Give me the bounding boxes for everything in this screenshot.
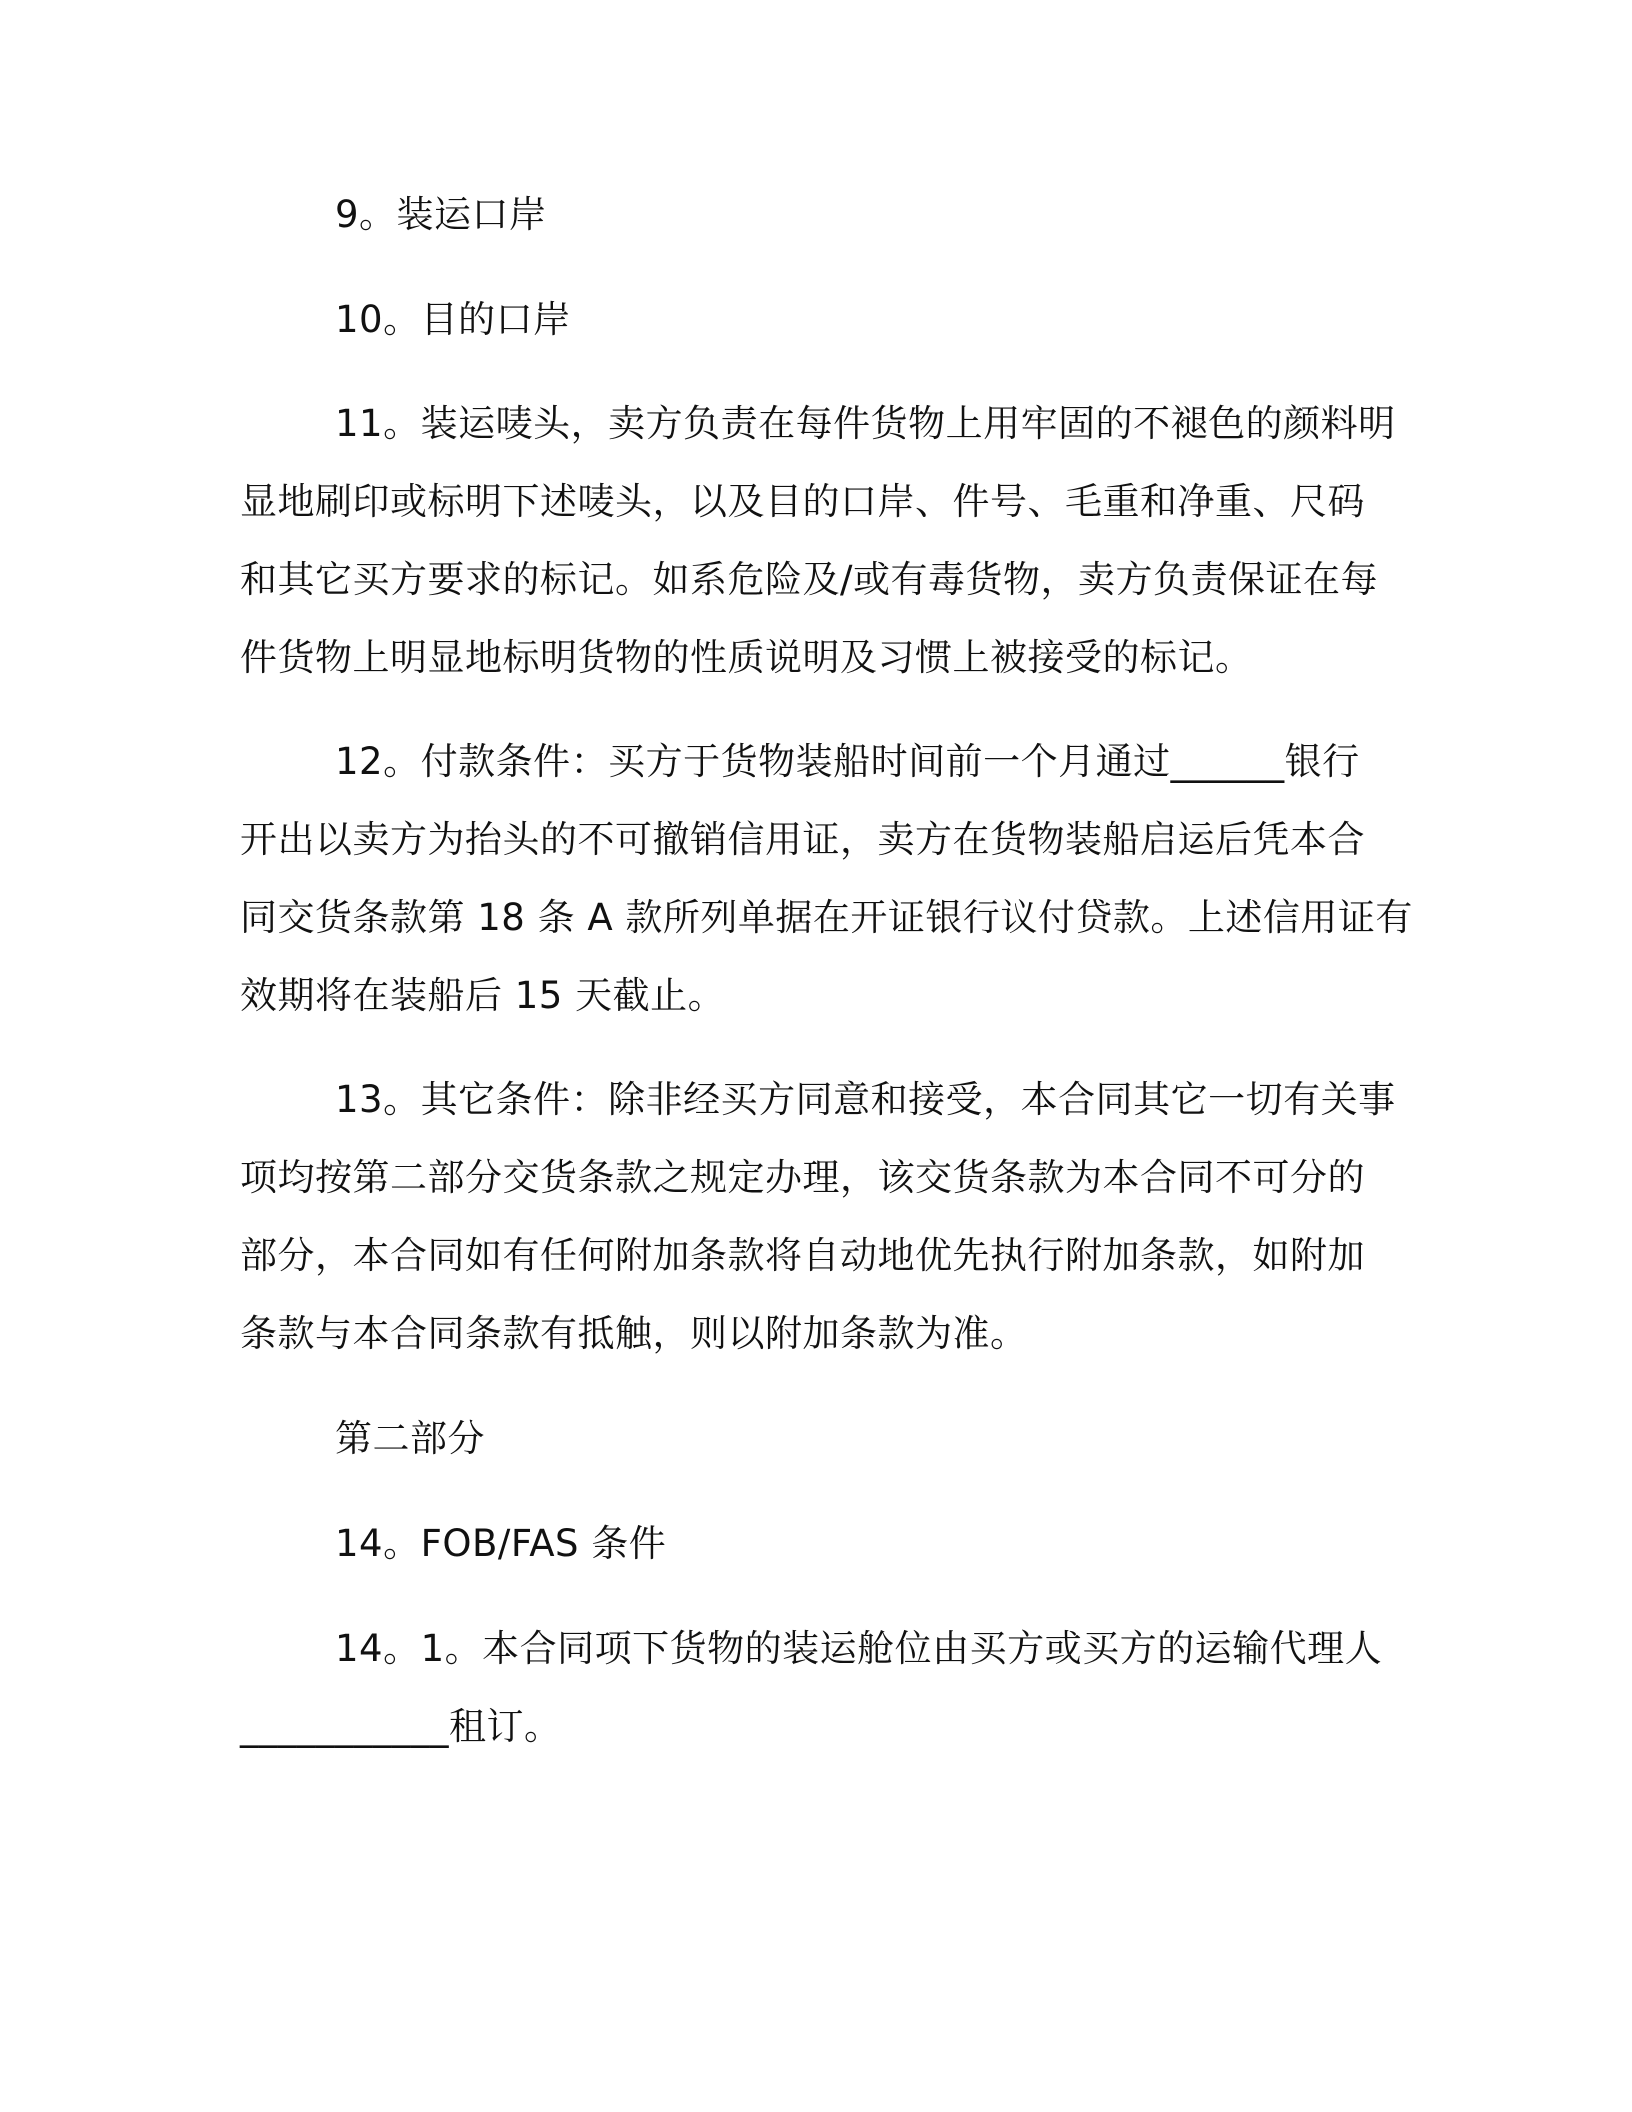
text-line: 件货物上明显地标明货物的性质说明及习惯上被接受的标记。 — [240, 636, 1253, 679]
text-line: 9。装运口岸 — [335, 193, 547, 236]
text-line: 部分，本合同如有任何附加条款将自动地优先执行附加条款，如附加 — [240, 1234, 1365, 1277]
clause-9 — [240, 176, 1390, 254]
text-line: 12。付款条件：买方于货物装船时间前一个月通过______银行 — [335, 740, 1360, 783]
text-line: 同交货条款第 18 条 A 款所列单据在开证银行议付贷款。上述信用证有 — [240, 896, 1413, 939]
text-line: 10。目的口岸 — [335, 298, 571, 341]
clause-12 — [240, 723, 1413, 1035]
part-two-heading — [240, 1400, 1390, 1478]
text-line: 11。装运唛头，卖方负责在每件货物上用牢固的不褪色的颜料明 — [335, 402, 1396, 445]
text-line: 效期将在装船后 15 天截止。 — [240, 974, 726, 1017]
clause-10 — [240, 281, 1390, 359]
text-line: 14。1。本合同项下货物的装运舱位由买方或买方的运输代理人 — [335, 1627, 1383, 1670]
text-line: 和其它买方要求的标记。如系危险及/或有毒货物，卖方负责保证在每 — [240, 558, 1378, 601]
clause-13 — [240, 1061, 1396, 1373]
text-line: 14。FOB/FAS 条件 — [335, 1522, 667, 1565]
text-line: 第二部分 — [335, 1417, 485, 1460]
text-line: ___________租订。 — [240, 1705, 562, 1748]
clause-11 — [240, 385, 1396, 697]
text-line: 13。其它条件：除非经买方同意和接受，本合同其它一切有关事 — [335, 1078, 1396, 1121]
text-line: 开出以卖方为抬头的不可撤销信用证，卖方在货物装船启运后凭本合 — [240, 818, 1365, 861]
clause-14 — [240, 1505, 1390, 1583]
text-line: 项均按第二部分交货条款之规定办理，该交货条款为本合同不可分的 — [240, 1156, 1365, 1199]
text-line: 显地刷印或标明下述唛头，以及目的口岸、件号、毛重和净重、尺码 — [240, 480, 1365, 523]
text-line: 条款与本合同条款有抵触，则以附加条款为准。 — [240, 1312, 1028, 1355]
clause-14-1 — [240, 1610, 1390, 1766]
